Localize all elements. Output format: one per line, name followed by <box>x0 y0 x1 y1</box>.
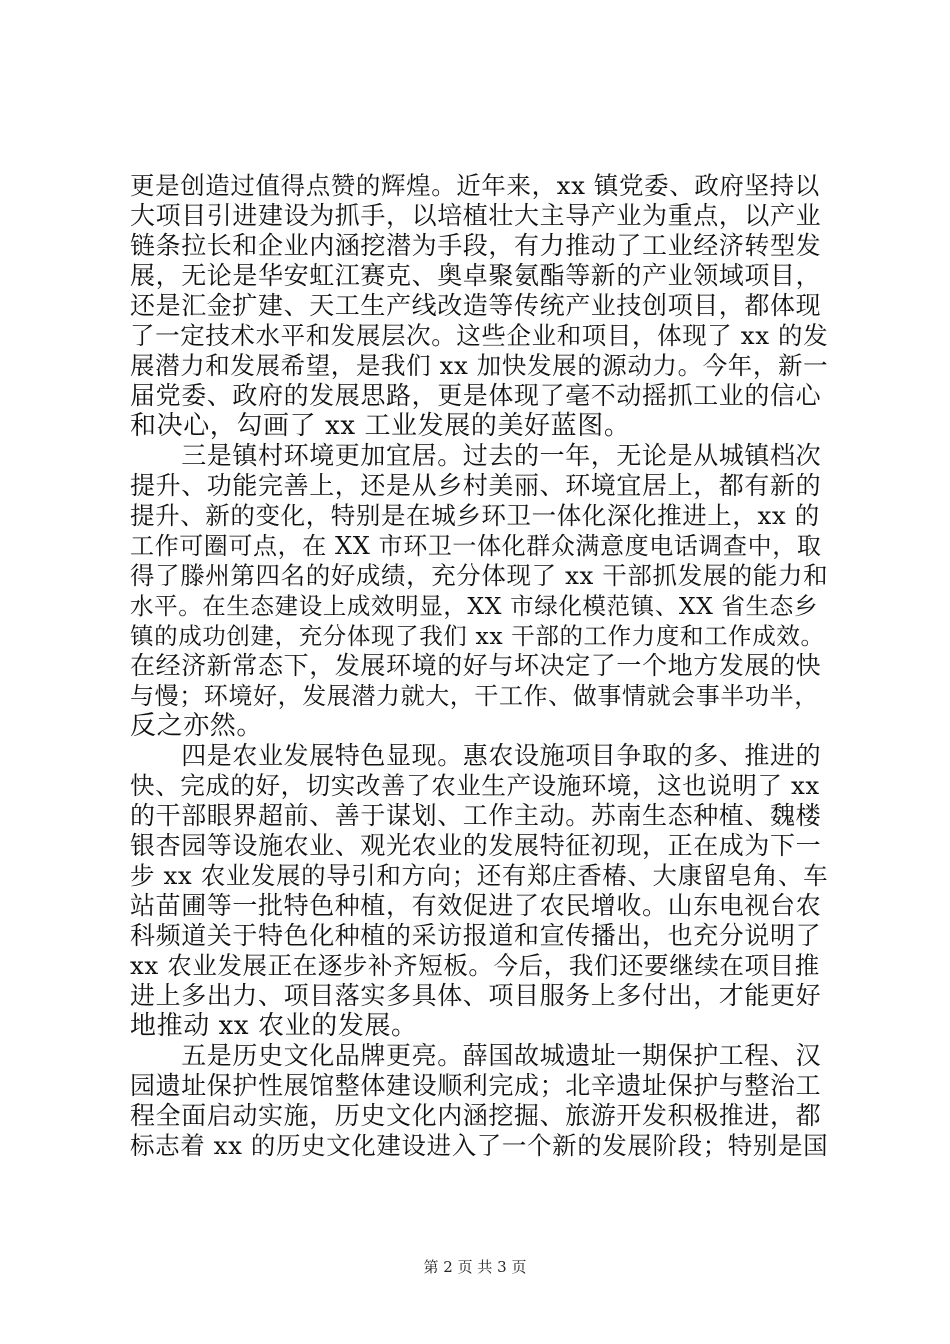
text-line: 快、完成的好，切实改善了农业生产设施环境，这也说明了 xx <box>130 771 820 800</box>
text-line: 届党委、政府的发展思路，更是体现了毫不动摇抓工业的信心 <box>130 381 822 410</box>
text-line: 与慢；环境好，发展潜力就大，干工作、做事情就会事半功半， <box>130 682 819 710</box>
text-line: 和决心，勾画了 xx 工业发展的美好蓝图。 <box>130 411 631 441</box>
text-line: 工作可圈可点，在 XX 市环卫一体化群众满意度电话调查中，取 <box>130 532 822 560</box>
text-line: 链条拉长和企业内涵挖潜为手段，有力推动了工业经济转型发 <box>130 231 822 260</box>
text-line: 标志着 xx 的历史文化建设进入了一个新的发展阶段；特别是国 <box>130 1131 829 1160</box>
text-line: 了一定技术水平和发展层次。这些企业和项目，体现了 xx 的发 <box>130 321 829 350</box>
text-line: 展潜力和发展希望，是我们 xx 加快发展的源动力。今年，新一 <box>130 351 829 380</box>
text-line: 提升、功能完善上，还是从乡村美丽、环境宜居上，都有新的 <box>130 471 822 500</box>
text-line: 得了滕州第四名的好成绩，充分体现了 xx 干部抓发展的能力和 <box>130 561 829 590</box>
text-line: 水平。在生态建设上成效明显，XX 市绿化模范镇、XX 省生态乡 <box>130 592 818 620</box>
text-line: 银杏园等设施农业、观光农业的发展特征初现，正在成为下一 <box>130 831 822 860</box>
text-line: xx 农业发展正在逐步补齐短板。今后，我们还要继续在项目推 <box>130 951 820 980</box>
body-text <box>130 171 830 1161</box>
text-line: 的干部眼界超前、善于谋划、工作主动。苏南生态种植、魏楼 <box>130 801 822 830</box>
text-line: 站苗圃等一批特色种植，有效促进了农民增收。山东电视台农 <box>130 891 822 920</box>
text-line: 反之亦然。 <box>130 711 264 741</box>
text-line: 更是创造过值得点赞的辉煌。近年来，xx 镇党委、政府坚持以 <box>130 171 820 200</box>
text-line: 程全面启动实施，历史文化内涵挖掘、旅游开发积极推进，都 <box>130 1101 822 1130</box>
text-line: 大项目引进建设为抓手，以培植壮大主导产业为重点，以产业 <box>130 201 822 230</box>
text-line: 地推动 xx 农业的发展。 <box>130 1011 418 1041</box>
page-footer <box>0 1256 950 1277</box>
text-line: 五是历史文化品牌更亮。薛国故城遗址一期保护工程、汉 <box>130 1041 822 1070</box>
text-line: 步 xx 农业发展的导引和方向；还有郑庄香椿、大康留皂角、车 <box>130 861 829 890</box>
text-line: 镇的成功创建，充分体现了我们 xx 干部的工作力度和工作成效。 <box>130 622 825 650</box>
text-line: 提升、新的变化，特别是在城乡环卫一体化深化推进上，xx 的 <box>130 501 820 530</box>
text-line: 三是镇村环境更加宜居。过去的一年，无论是从城镇档次 <box>130 441 822 470</box>
text-line: 园遗址保护性展馆整体建设顺利完成；北辛遗址保护与整治工 <box>130 1071 822 1100</box>
text-line: 展，无论是华安虹江赛克、奥卓聚氨酯等新的产业领域项目， <box>130 261 822 290</box>
text-line: 在经济新常态下，发展环境的好与坏决定了一个地方发展的快 <box>130 651 822 680</box>
text-line: 还是汇金扩建、天工生产线改造等传统产业技创项目，都体现 <box>130 291 822 320</box>
page-number-label: 第 2 页 共 3 页 <box>423 1258 527 1276</box>
text-line: 科频道关于特色化种植的采访报道和宣传播出，也充分说明了 <box>130 921 822 950</box>
text-line: 四是农业发展特色显现。惠农设施项目争取的多、推进的 <box>130 741 822 770</box>
text-line: 进上多出力、项目落实多具体、项目服务上多付出，才能更好 <box>130 981 822 1010</box>
